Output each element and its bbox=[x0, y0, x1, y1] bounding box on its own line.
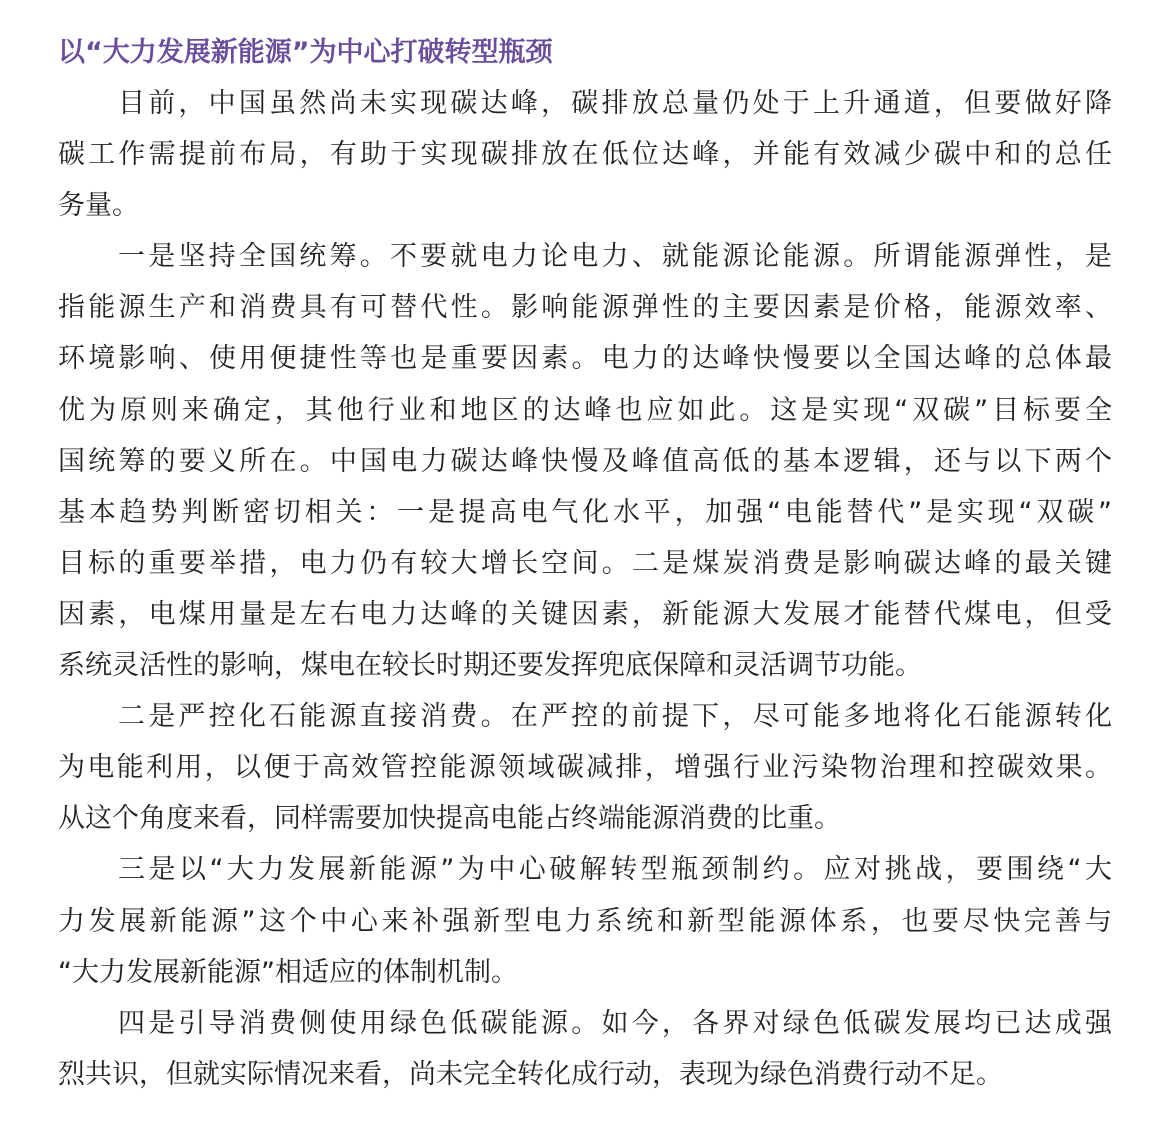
paragraph-line: 力发展新能源”这个中心来补强新型电力系统和新型能源体系，也要尽快完善与 bbox=[58, 905, 1112, 937]
paragraph-line: 一是坚持全国统筹。不要就电力论电力、就能源论能源。所谓能源弹性，是 bbox=[118, 241, 1112, 273]
paragraph bbox=[58, 231, 1112, 691]
paragraph-line: 因素，电煤用量是左右电力达峰的关键因素，新能源大发展才能替代煤电，但受 bbox=[58, 598, 1112, 630]
paragraph-line: 碳工作需提前布局，有助于实现碳排放在低位达峰，并能有效减少碳中和的总任 bbox=[58, 139, 1112, 171]
paragraph-line: “大力发展新能源”相适应的体制机制。 bbox=[58, 956, 518, 988]
paragraph-line: 四是引导消费侧使用绿色低碳能源。如今，各界对绿色低碳发展均已达成强 bbox=[118, 1007, 1112, 1039]
paragraph-line: 为电能利用，以便于高效管控能源领域碳减排，增强行业污染物治理和控碳效果。 bbox=[58, 752, 1112, 784]
paragraph-line: 目标的重要举措，电力仍有较大增长空间。二是煤炭消费是影响碳达峰的最关键 bbox=[58, 547, 1112, 579]
paragraph-line: 基本趋势判断密切相关：一是提高电气化水平，加强“电能替代”是实现“双碳” bbox=[58, 496, 1112, 528]
paragraph bbox=[58, 691, 1112, 844]
paragraph-line: 从这个角度来看，同样需要加快提高电能占终端能源消费的比重。 bbox=[58, 803, 841, 835]
article bbox=[58, 27, 1112, 1100]
paragraph-line: 烈共识，但就实际情况来看，尚未完全转化成行动，表现为绿色消费行动不足。 bbox=[58, 1058, 1003, 1090]
section-title: 以“大力发展新能源”为中心打破转型瓶颈 bbox=[58, 37, 553, 68]
paragraph bbox=[58, 78, 1112, 231]
paragraph-line: 务量。 bbox=[58, 190, 139, 222]
paragraph-line: 国统筹的要义所在。中国电力碳达峰快慢及峰值高低的基本逻辑，还与以下两个 bbox=[58, 445, 1112, 477]
paragraph-line: 环境影响、使用便捷性等也是重要因素。电力的达峰快慢要以全国达峰的总体最 bbox=[58, 343, 1112, 375]
paragraph-line: 系统灵活性的影响，煤电在较长时期还要发挥兜底保障和灵活调节功能。 bbox=[58, 650, 922, 682]
paragraph-line: 目前，中国虽然尚未实现碳达峰，碳排放总量仍处于上升通道，但要做好降 bbox=[118, 88, 1112, 119]
paragraph-line: 指能源生产和消费具有可替代性。影响能源弹性的主要因素是价格，能源效率、 bbox=[58, 292, 1112, 324]
article-body bbox=[58, 78, 1112, 1100]
paragraph-line: 二是严控化石能源直接消费。在严控的前提下，尽可能多地将化石能源转化 bbox=[118, 701, 1112, 733]
paragraph-line: 优为原则来确定，其他行业和地区的达峰也应如此。这是实现“双碳”目标要全 bbox=[58, 394, 1112, 426]
paragraph bbox=[58, 998, 1112, 1100]
paragraph bbox=[58, 844, 1112, 997]
paragraph-line: 三是以“大力发展新能源”为中心破解转型瓶颈制约。应对挑战，要围绕“大 bbox=[118, 854, 1112, 886]
